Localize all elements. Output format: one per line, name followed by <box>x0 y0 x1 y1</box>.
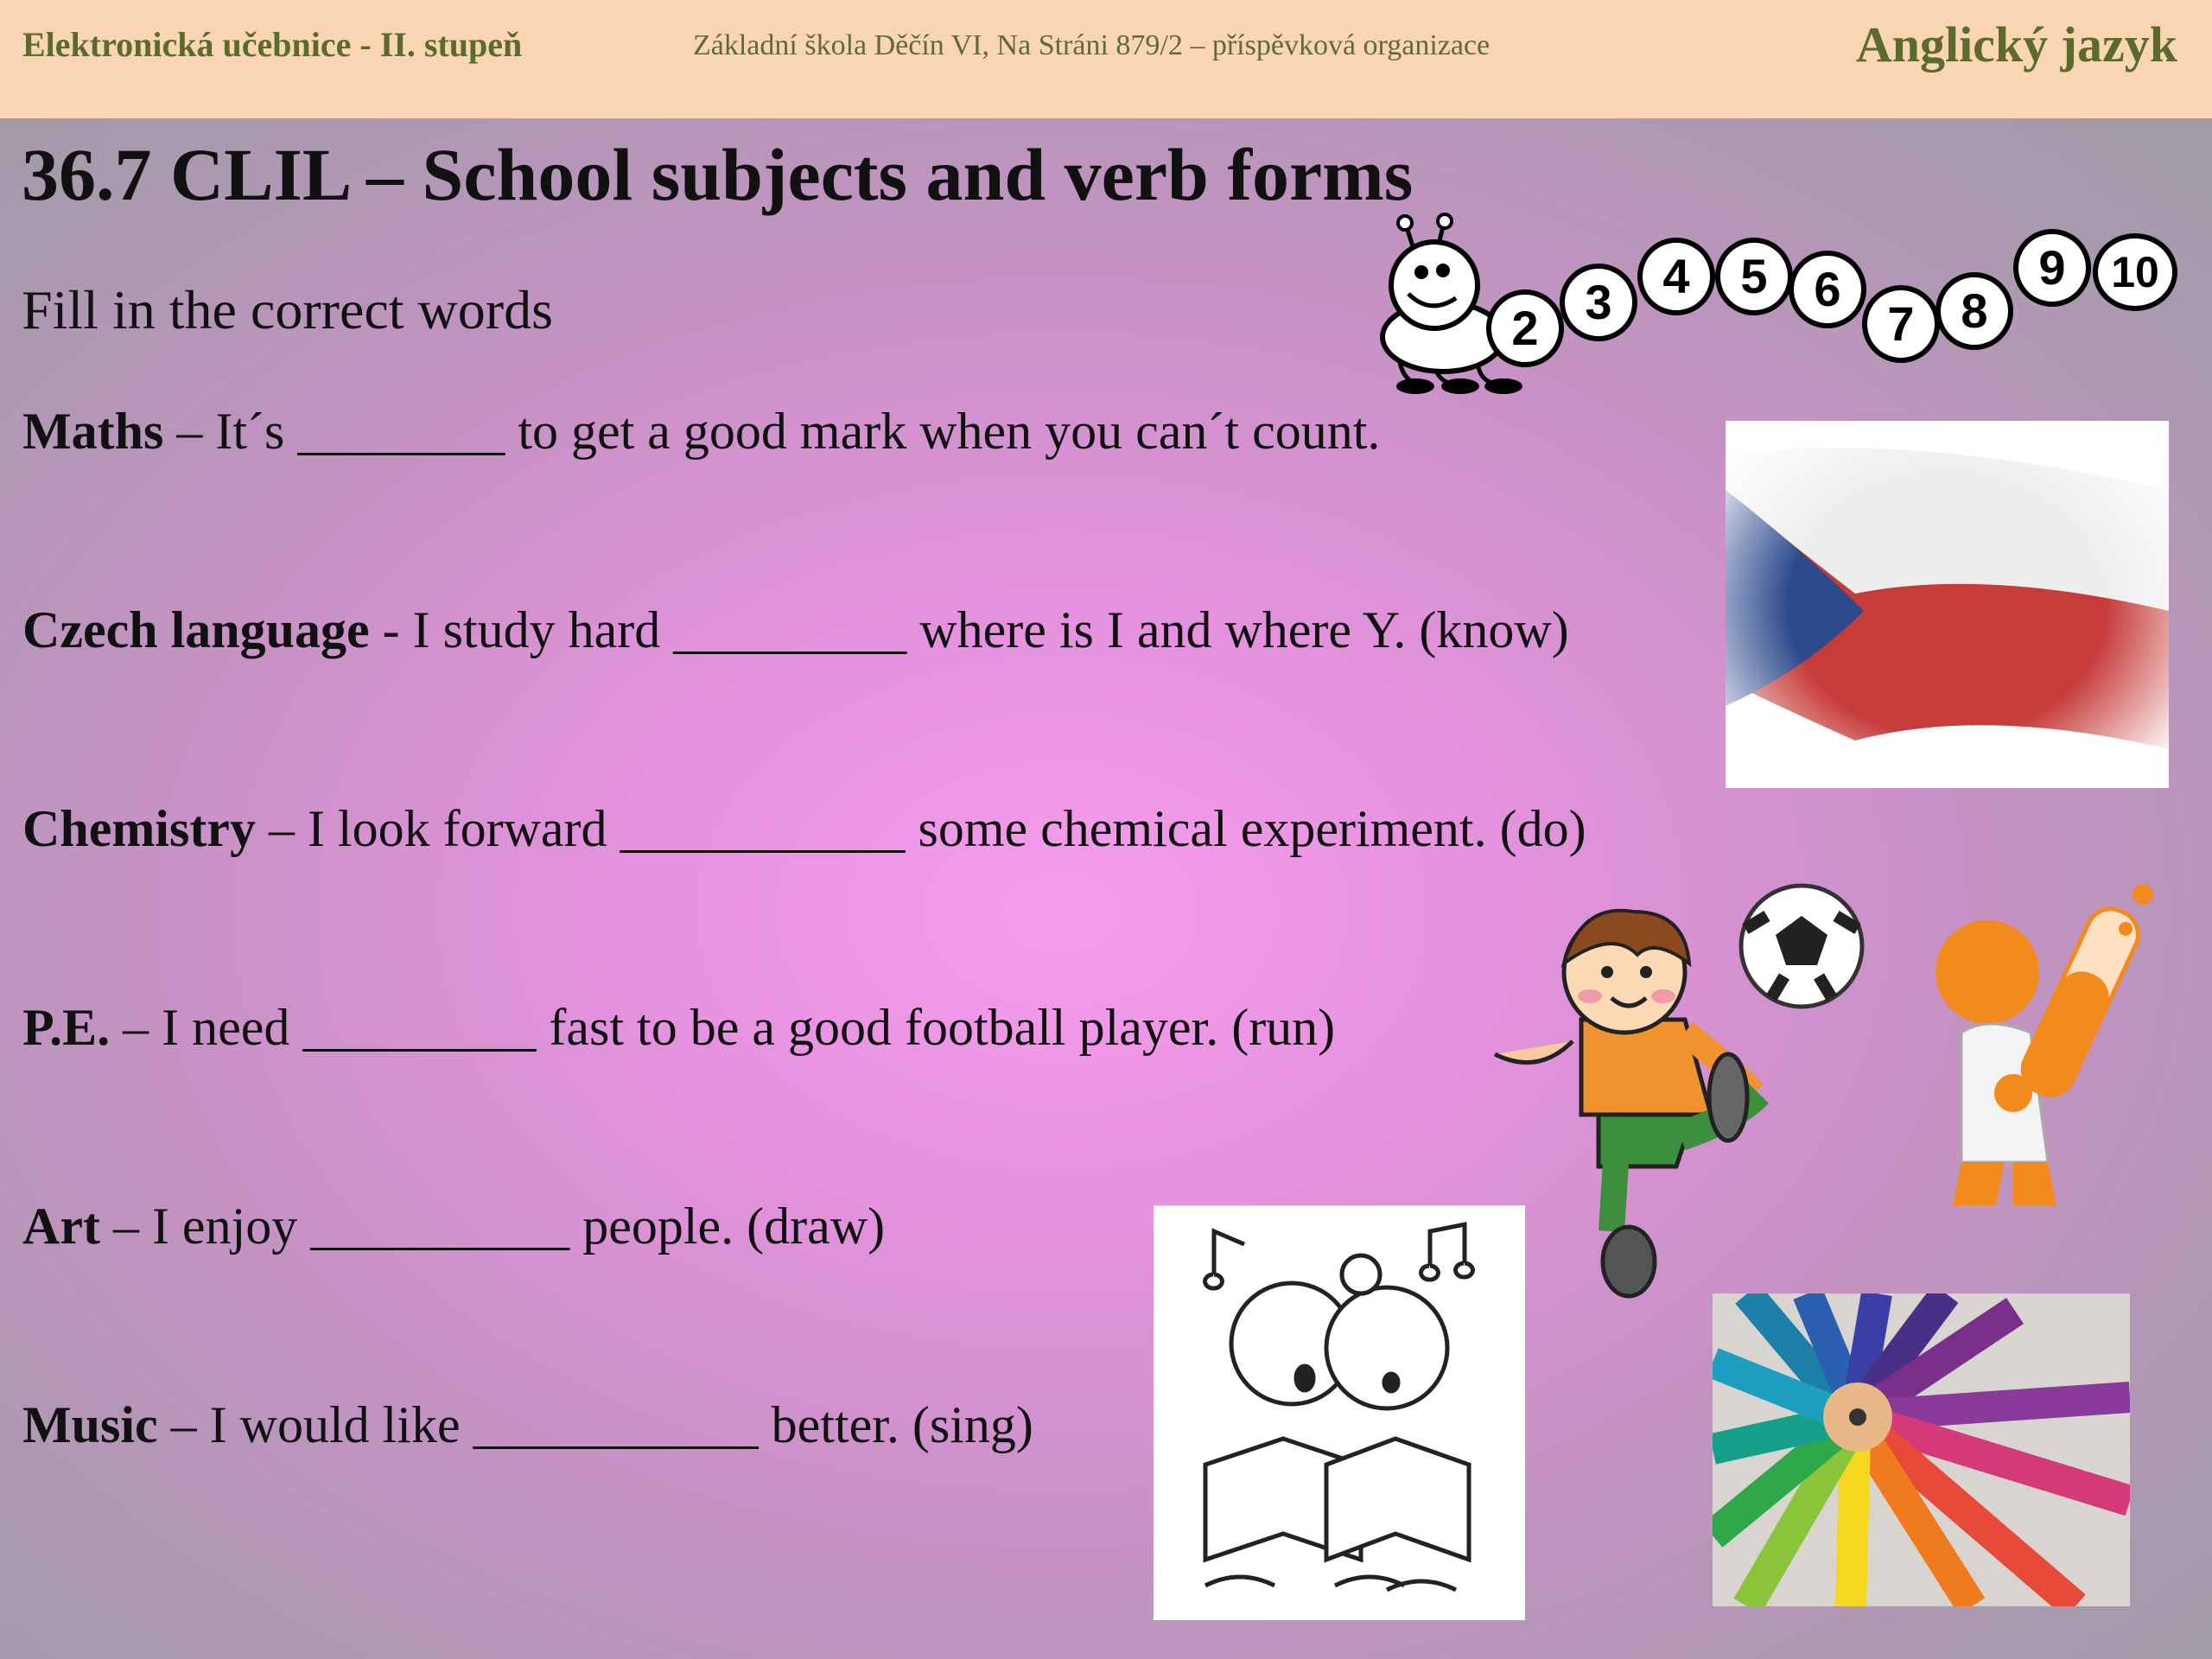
exercise-subject: Chemistry <box>22 800 256 857</box>
exercise-subject: Maths <box>22 403 164 460</box>
exercise-subject: Art <box>22 1198 100 1255</box>
page-title: 36.7 CLIL – School subjects and verb forms <box>22 133 1414 216</box>
segment-9: 9 <box>2013 229 2091 307</box>
exercise-blank[interactable]: ___________ <box>473 1396 759 1453</box>
exercise-czech <box>22 601 1569 660</box>
caterpillar-segments <box>1374 212 2195 419</box>
czech-flag-image <box>1726 421 2169 788</box>
instruction-text: Fill in the correct words <box>22 279 553 340</box>
exercise-music <box>22 1395 1033 1455</box>
exercise-separator: – <box>99 1198 152 1255</box>
exercise-blank[interactable]: _________ <box>302 999 537 1056</box>
exercise-blank[interactable]: ___________ <box>620 800 906 857</box>
segment-6: 6 <box>1789 251 1866 328</box>
exercise-text-after: better. (sing) <box>758 1396 1033 1453</box>
exercise-text-before: I need <box>162 999 303 1056</box>
exercise-blank[interactable]: _________ <box>673 601 907 658</box>
exercise-text-before: I enjoy <box>151 1198 311 1255</box>
segment-5: 5 <box>1715 238 1793 315</box>
segment-7: 7 <box>1862 285 1940 363</box>
exercise-text-before: It´s <box>215 403 298 460</box>
segment-3: 3 <box>1560 264 1637 341</box>
exercise-text-before: I study hard <box>412 601 674 658</box>
exercise-text-after: some chemical experiment. (do) <box>905 800 1586 857</box>
exercise-text-after: people. (draw) <box>569 1198 886 1255</box>
segment-4: 4 <box>1637 238 1715 315</box>
exercise-separator: – <box>163 403 216 460</box>
exercise-text-before: I look forward <box>307 800 620 857</box>
chemist-figure-illustration <box>1927 877 2195 1223</box>
singing-children-image <box>1154 1205 1525 1620</box>
slide-header <box>0 0 2212 118</box>
exercise-text-after: where is I and where Y. (know) <box>906 601 1569 658</box>
header-textbook-label: Elektronická učebnice - II. stupeň <box>22 25 523 64</box>
exercise-subject: Czech language <box>22 601 370 658</box>
header-school-name: Základní škola Děčín VI, Na Stráni 879/2 – příspěvková organizace <box>693 29 1491 61</box>
exercise-art <box>22 1197 885 1256</box>
exercise-subject: Music <box>22 1396 158 1453</box>
segment-10: 10 <box>2093 233 2177 311</box>
exercise-separator: – <box>110 999 162 1056</box>
colored-pencils-image <box>1713 1294 2130 1606</box>
exercise-text-after: to get a good mark when you can´t count. <box>505 403 1381 460</box>
exercise-pe <box>22 998 1335 1058</box>
exercise-text-before: I would like <box>209 1396 474 1453</box>
football-player-illustration <box>1469 877 1875 1300</box>
exercise-chemistry <box>22 799 1586 859</box>
header-subject: Anglický jazyk <box>1855 16 2177 73</box>
exercise-blank[interactable]: ________ <box>297 403 505 460</box>
exercise-separator: - <box>369 601 413 658</box>
exercise-blank[interactable]: __________ <box>310 1198 570 1255</box>
exercise-text-after: fast to be a good football player. (run) <box>536 999 1336 1056</box>
exercise-separator: – <box>157 1396 210 1453</box>
exercise-maths <box>22 402 1380 461</box>
segment-8: 8 <box>1936 272 2013 350</box>
exercise-subject: P.E. <box>22 999 111 1056</box>
segment-2: 2 <box>1486 289 1564 367</box>
exercise-separator: – <box>255 800 308 857</box>
